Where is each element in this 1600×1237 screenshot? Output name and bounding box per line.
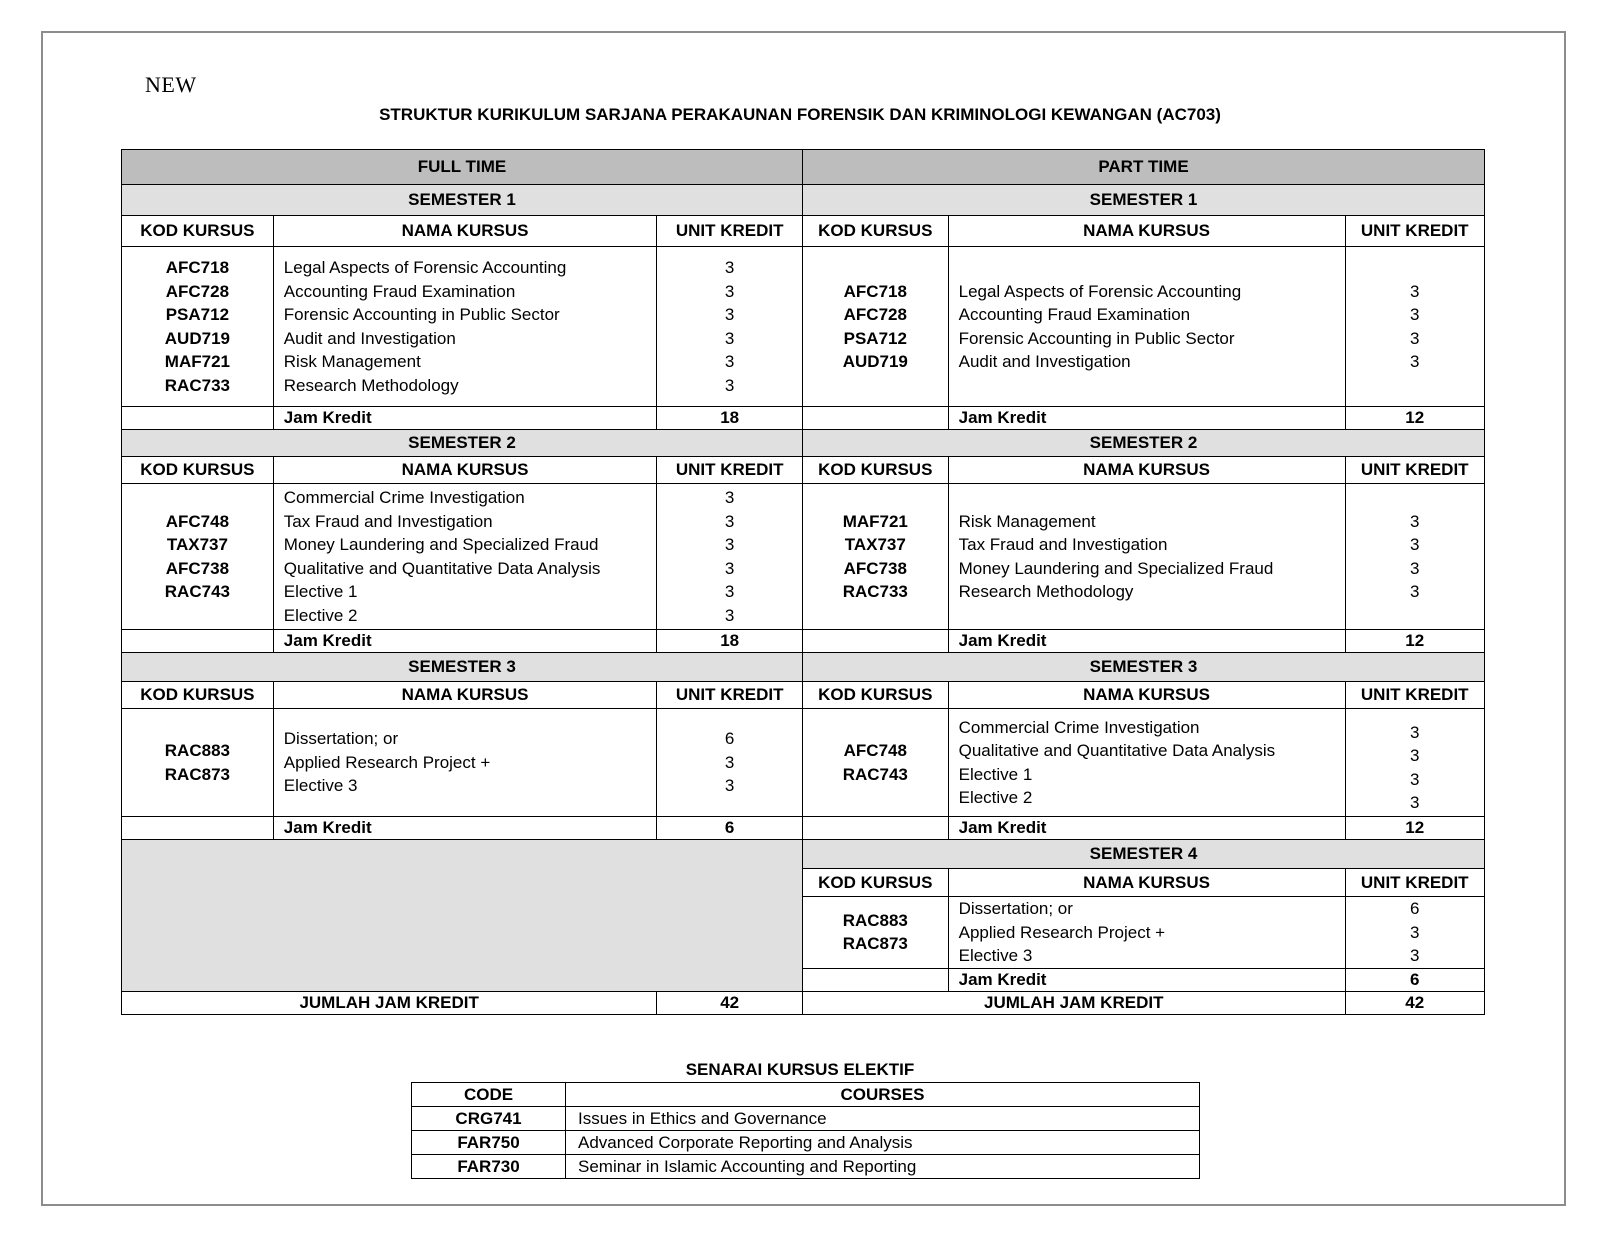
course-names xyxy=(948,247,1345,407)
list-item: 3 xyxy=(1410,769,1420,789)
course-codes xyxy=(122,484,274,630)
list-item: AFC738 xyxy=(843,558,907,578)
col-code: KOD KURSUS xyxy=(122,216,274,247)
list-item: Elective 1 xyxy=(958,764,1033,784)
list-item: Qualitative and Quantitative Data Analysis xyxy=(283,558,601,578)
jam-kredit-value: 12 xyxy=(1345,817,1485,840)
list-item: Elective 2 xyxy=(283,605,358,625)
pt-sem3-label: SEMESTER 3 xyxy=(802,653,1484,682)
col-units: UNIT KREDIT xyxy=(657,216,803,247)
jam-kredit-row xyxy=(122,817,1485,840)
col-units: UNIT KREDIT xyxy=(1345,216,1485,247)
list-item: 3 xyxy=(724,605,735,625)
jam-kredit-value: 12 xyxy=(1345,407,1485,430)
list-item: Forensic Accounting in Public Sector xyxy=(283,305,560,324)
course-names xyxy=(273,247,657,407)
list-item: Money Laundering and Specialized Fraud xyxy=(958,558,1274,578)
list-item: Accounting Fraud Examination xyxy=(958,305,1191,324)
col-name: NAMA KURSUS xyxy=(948,682,1345,709)
jam-kredit-label: Jam Kredit xyxy=(273,817,657,840)
course-units xyxy=(657,247,803,407)
list-item: Money Laundering and Specialized Fraud xyxy=(283,535,599,554)
jam-kredit-label: Jam Kredit xyxy=(948,817,1345,840)
total-value: 42 xyxy=(1345,991,1485,1014)
list-item: 3 xyxy=(724,511,735,531)
col-units: UNIT KREDIT xyxy=(1345,682,1485,709)
list-item: AFC748 xyxy=(165,511,230,531)
jam-kredit-label: Jam Kredit xyxy=(273,630,657,653)
col-code: KOD KURSUS xyxy=(802,869,948,897)
course-names xyxy=(273,484,657,630)
list-item: AFC718 xyxy=(165,258,230,277)
list-item: Commercial Crime Investigation xyxy=(958,717,1200,737)
list-item: AFC718 xyxy=(843,281,907,301)
list-item: Legal Aspects of Forensic Accounting xyxy=(958,281,1242,301)
list-item: Elective 2 xyxy=(958,788,1033,807)
list-item: Applied Research Project + xyxy=(958,922,1166,942)
list-item: 3 xyxy=(724,488,735,507)
list-item: 3 xyxy=(724,776,735,796)
list-item: Risk Management xyxy=(958,511,1096,531)
curriculum-table xyxy=(121,149,1485,1015)
list-item: Audit and Investigation xyxy=(283,328,456,348)
list-item: Elective 3 xyxy=(283,776,358,796)
table-row xyxy=(412,1155,1200,1179)
course-codes xyxy=(802,247,948,407)
list-item: Elective 3 xyxy=(958,946,1033,965)
list-item: RAC743 xyxy=(842,764,908,784)
list-item: 3 xyxy=(1410,328,1420,348)
col-code: KOD KURSUS xyxy=(802,682,948,709)
list-item: Research Methodology xyxy=(283,375,459,395)
course-codes xyxy=(802,484,948,630)
total-row xyxy=(122,991,1485,1014)
list-item: RAC733 xyxy=(164,375,230,395)
ft-sem2-label: SEMESTER 2 xyxy=(122,430,803,457)
list-item: TAX737 xyxy=(166,535,228,554)
list-item: Forensic Accounting in Public Sector xyxy=(958,328,1235,348)
jam-kredit-row xyxy=(122,407,1485,430)
list-item: 3 xyxy=(1410,922,1420,942)
table-row xyxy=(412,1107,1200,1131)
ft-sem3-label: SEMESTER 3 xyxy=(122,653,803,682)
col-code: KOD KURSUS xyxy=(122,682,274,709)
pt-sem4-label: SEMESTER 4 xyxy=(802,840,1484,869)
course-codes xyxy=(122,247,274,407)
full-time-header: FULL TIME xyxy=(122,150,803,185)
jam-kredit-label: Jam Kredit xyxy=(948,630,1345,653)
list-item: 3 xyxy=(724,281,735,301)
list-item: AFC738 xyxy=(165,558,230,578)
pt-sem1-label: SEMESTER 1 xyxy=(802,185,1484,216)
col-name: NAMA KURSUS xyxy=(948,869,1345,897)
elective-course: Seminar in Islamic Accounting and Reporting xyxy=(566,1155,1200,1179)
jam-kredit-value: 18 xyxy=(657,407,803,430)
electives-table xyxy=(411,1082,1200,1179)
course-names xyxy=(948,484,1345,630)
list-item: 3 xyxy=(1410,281,1420,301)
list-item: RAC743 xyxy=(164,582,230,601)
col-units: UNIT KREDIT xyxy=(1345,869,1485,897)
list-item: 3 xyxy=(724,535,735,554)
course-units xyxy=(1345,484,1485,630)
elective-course: Advanced Corporate Reporting and Analysis xyxy=(566,1131,1200,1155)
list-item: Qualitative and Quantitative Data Analysis xyxy=(958,741,1276,760)
total-label: JUMLAH JAM KREDIT xyxy=(802,991,1345,1014)
jam-kredit-label: Jam Kredit xyxy=(948,968,1345,991)
jam-kredit-value: 6 xyxy=(1345,968,1485,991)
list-item: 3 xyxy=(724,305,735,324)
sem3-courses xyxy=(122,709,1485,817)
sem2-courses xyxy=(122,484,1485,630)
col-name: NAMA KURSUS xyxy=(948,457,1345,484)
list-item: 3 xyxy=(1410,793,1420,812)
list-item: Legal Aspects of Forensic Accounting xyxy=(283,258,567,277)
list-item: AFC748 xyxy=(843,741,907,760)
pt-sem2-label: SEMESTER 2 xyxy=(802,430,1484,457)
new-label: NEW xyxy=(145,72,197,97)
list-item: 3 xyxy=(1410,746,1420,765)
list-item: RAC883 xyxy=(164,741,230,760)
electives-header-courses: COURSES xyxy=(566,1083,1200,1107)
list-item: AUD719 xyxy=(842,352,908,371)
list-item: 3 xyxy=(724,328,735,348)
list-item: 3 xyxy=(1410,511,1420,531)
list-item: 3 xyxy=(724,352,735,371)
course-units xyxy=(1345,709,1485,817)
list-item: 3 xyxy=(724,752,735,772)
list-item: Dissertation; or xyxy=(958,899,1073,918)
jam-kredit-label: Jam Kredit xyxy=(273,407,657,430)
col-units: UNIT KREDIT xyxy=(1345,457,1485,484)
course-codes xyxy=(802,709,948,817)
list-item: Accounting Fraud Examination xyxy=(283,281,516,301)
elective-code: FAR750 xyxy=(412,1131,566,1155)
list-item: Applied Research Project + xyxy=(283,752,491,772)
course-names xyxy=(273,709,657,817)
col-name: NAMA KURSUS xyxy=(948,216,1345,247)
list-item: Tax Fraud and Investigation xyxy=(958,535,1168,554)
list-item: 6 xyxy=(724,729,735,749)
list-item: 3 xyxy=(724,582,735,601)
list-item: TAX737 xyxy=(844,535,906,554)
list-item: RAC883 xyxy=(842,910,908,930)
list-item: Commercial Crime Investigation xyxy=(283,488,525,507)
course-names xyxy=(948,897,1345,969)
col-code: KOD KURSUS xyxy=(802,457,948,484)
list-item: Elective 1 xyxy=(283,582,358,601)
course-units xyxy=(1345,247,1485,407)
total-label: JUMLAH JAM KREDIT xyxy=(122,991,657,1014)
ft-sem1-label: SEMESTER 1 xyxy=(122,185,803,216)
column-headers xyxy=(122,457,1485,484)
list-item: Tax Fraud and Investigation xyxy=(283,511,493,531)
list-item: AFC728 xyxy=(843,305,907,324)
list-item: RAC873 xyxy=(842,934,908,954)
list-item: PSA712 xyxy=(165,305,230,324)
elective-code: CRG741 xyxy=(412,1107,566,1131)
list-item: 3 xyxy=(1410,558,1420,578)
col-code: KOD KURSUS xyxy=(122,457,274,484)
course-names xyxy=(948,709,1345,817)
list-item: MAF721 xyxy=(842,511,908,531)
list-item: 3 xyxy=(1410,582,1420,601)
jam-kredit-value: 12 xyxy=(1345,630,1485,653)
list-item: 3 xyxy=(724,258,735,277)
list-item: 3 xyxy=(1410,946,1420,965)
list-item: 3 xyxy=(724,558,735,578)
course-units xyxy=(657,709,803,817)
col-units: UNIT KREDIT xyxy=(657,682,803,709)
col-name: NAMA KURSUS xyxy=(273,457,657,484)
col-name: NAMA KURSUS xyxy=(273,216,657,247)
course-codes xyxy=(802,897,948,969)
electives-title: SENARAI KURSUS ELEKTIF xyxy=(685,1060,915,1079)
list-item: Risk Management xyxy=(283,352,421,371)
full-time-empty-area xyxy=(122,840,803,992)
list-item: AFC728 xyxy=(165,281,230,301)
electives-header-code: CODE xyxy=(412,1083,566,1107)
sem1-courses xyxy=(122,247,1485,407)
list-item: AUD719 xyxy=(164,328,230,348)
list-item: 3 xyxy=(1410,305,1420,324)
list-item: RAC733 xyxy=(842,582,908,601)
course-units xyxy=(657,484,803,630)
list-item: 3 xyxy=(1410,535,1420,554)
col-name: NAMA KURSUS xyxy=(273,682,657,709)
list-item: 3 xyxy=(1410,722,1420,742)
document-title: STRUKTUR KURIKULUM SARJANA PERAKAUNAN FORENSIK DAN KRIMINOLOGI KEWANGAN (AC703) xyxy=(379,105,1221,124)
list-item: Dissertation; or xyxy=(283,729,399,749)
list-item: 3 xyxy=(724,375,735,395)
list-item: Audit and Investigation xyxy=(958,352,1131,371)
col-code: KOD KURSUS xyxy=(802,216,948,247)
list-item: MAF721 xyxy=(164,352,230,371)
jam-kredit-row xyxy=(122,630,1485,653)
list-item: 6 xyxy=(1410,899,1420,918)
part-time-header: PART TIME xyxy=(802,150,1484,185)
col-units: UNIT KREDIT xyxy=(657,457,803,484)
elective-code: FAR730 xyxy=(412,1155,566,1179)
elective-course: Issues in Ethics and Governance xyxy=(566,1107,1200,1131)
course-units xyxy=(1345,897,1485,969)
course-codes xyxy=(122,709,274,817)
jam-kredit-value: 18 xyxy=(657,630,803,653)
table-row xyxy=(412,1131,1200,1155)
jam-kredit-label: Jam Kredit xyxy=(948,407,1345,430)
jam-kredit-value: 6 xyxy=(657,817,803,840)
column-headers xyxy=(122,216,1485,247)
list-item: 3 xyxy=(1410,352,1420,371)
list-item: RAC873 xyxy=(164,764,230,784)
column-headers xyxy=(122,682,1485,709)
total-value: 42 xyxy=(657,991,803,1014)
list-item: Research Methodology xyxy=(958,582,1134,601)
list-item: PSA712 xyxy=(843,328,907,348)
